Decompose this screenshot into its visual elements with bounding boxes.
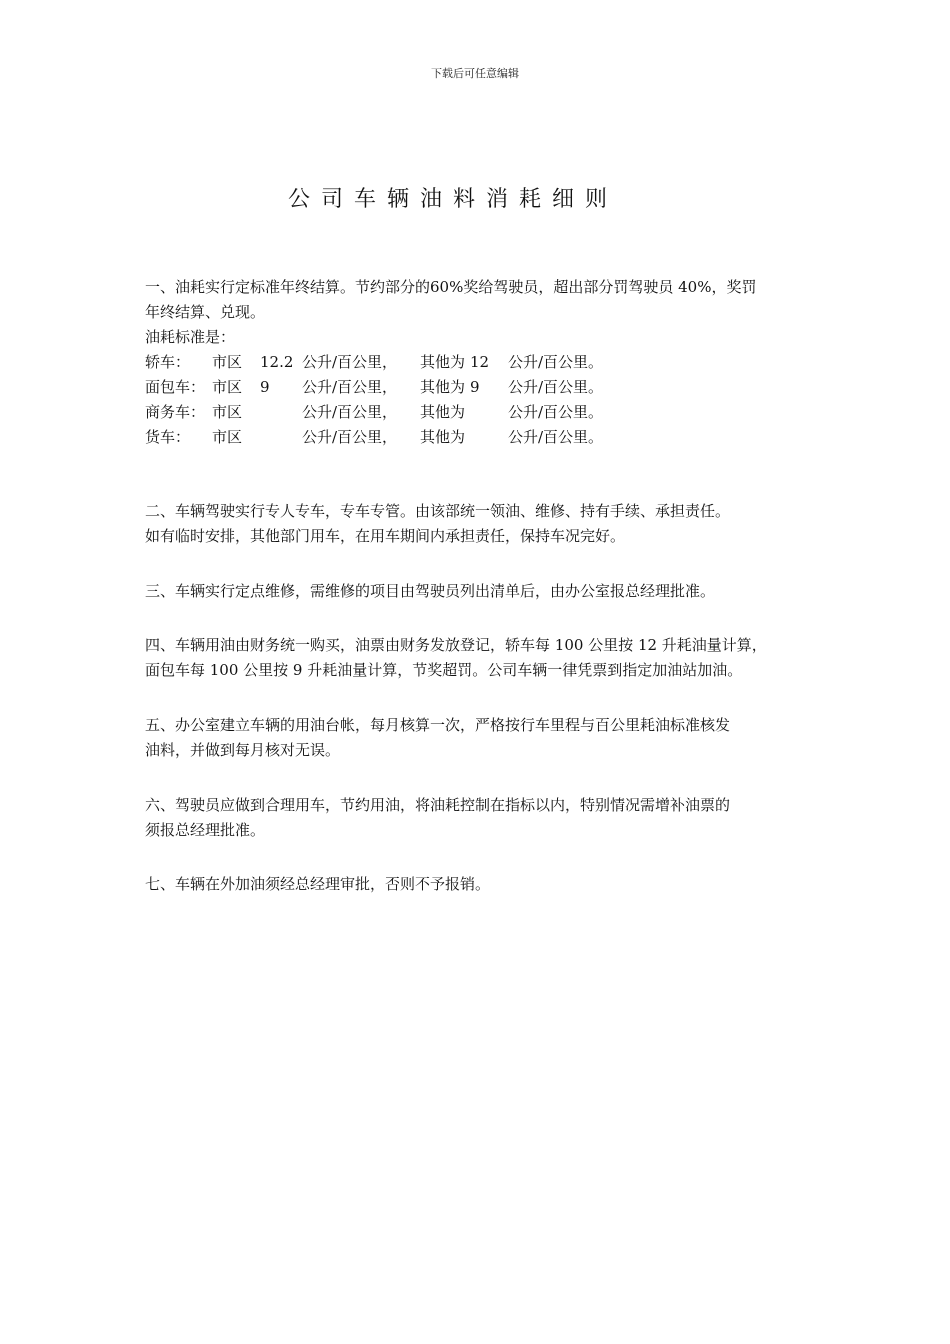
city-value: 12.2 xyxy=(260,353,294,371)
standard-row-sedan xyxy=(145,350,810,375)
section-5-line-2: 油料，并做到每月核对无误。 xyxy=(145,741,341,759)
city-value xyxy=(260,425,302,450)
section-7-line-1: 七、车辆在外加油须经总经理审批，否则不予报销。 xyxy=(145,875,491,893)
other-unit: 公升/百公里。 xyxy=(508,378,604,396)
section-1-line-2: 年终结算、兑现。 xyxy=(145,303,266,321)
standard-row-business xyxy=(145,400,810,425)
section-1-oil-standard xyxy=(145,275,810,450)
section-3-line-1: 三、车辆实行定点维修，需维修的项目由驾驶员列出清单后，由办公室报总经理批准。 xyxy=(145,582,716,600)
section-5-fuel-ledger xyxy=(145,713,810,763)
vehicle-type: 面包车： xyxy=(145,378,206,396)
city-unit: 公升/百公里， xyxy=(302,353,398,371)
section-3-maintenance xyxy=(145,579,810,604)
other-value: 9 xyxy=(470,378,480,396)
section-4-line-2: 面包车每 100 公里按 9 升耗油量计算，节奖超罚。公司车辆一律凭票到指定加油站加油。 xyxy=(145,661,743,679)
section-7-external-refuel xyxy=(145,872,810,897)
vehicle-type: 货车： xyxy=(145,428,191,446)
vehicle-type: 商务车： xyxy=(145,403,206,421)
city-unit: 公升/百公里， xyxy=(302,378,398,396)
city-value: 9 xyxy=(260,378,270,396)
section-2-dedicated-driver xyxy=(145,499,810,549)
other-value: 12 xyxy=(470,353,490,371)
city-label: 市区 xyxy=(212,378,243,396)
city-unit: 公升/百公里， xyxy=(302,428,398,446)
other-label: 其他为 xyxy=(420,353,466,371)
section-2-line-2: 如有临时安排，其他部门用车，在用车期间内承担责任，保持车况完好。 xyxy=(145,527,626,545)
other-unit: 公升/百公里。 xyxy=(508,353,604,371)
city-label: 市区 xyxy=(212,353,243,371)
section-4-fuel-purchase xyxy=(145,633,810,683)
city-label: 市区 xyxy=(212,403,243,421)
section-6-line-2: 须报总经理批准。 xyxy=(145,821,266,839)
standard-row-truck xyxy=(145,425,810,450)
city-value xyxy=(260,400,302,425)
document-title: 公司车辆油料消耗细则 xyxy=(288,187,619,212)
section-2-line-1: 二、车辆驾驶实行专人专车，专车专管。由该部统一领油、维修、持有手续、承担责任。 xyxy=(145,502,731,520)
other-label: 其他为 xyxy=(420,378,466,396)
other-label: 其他为 xyxy=(420,428,466,446)
other-unit: 公升/百公里。 xyxy=(508,428,604,446)
page-header-note: 下载后可任意编辑 xyxy=(431,67,519,80)
city-label: 市区 xyxy=(212,428,243,446)
section-4-line-1: 四、车辆用油由财务统一购买，油票由财务发放登记，轿车每 100 公里按 12 升耗油量计算， xyxy=(145,636,767,654)
city-unit: 公升/百公里， xyxy=(302,403,398,421)
other-label: 其他为 xyxy=(420,403,466,421)
section-5-line-1: 五、办公室建立车辆的用油台帐，每月核算一次，严格按行车里程与百公里耗油标准核发 xyxy=(145,716,731,734)
other-unit: 公升/百公里。 xyxy=(508,403,604,421)
section-1-line-1: 一、油耗实行定标准年终结算。节约部分的60%奖给驾驶员，超出部分罚驾驶员 40%，奖罚 xyxy=(145,278,757,296)
standards-label: 油耗标准是： xyxy=(145,328,236,346)
other-value xyxy=(470,425,508,450)
section-6-fuel-saving xyxy=(145,793,810,843)
standard-row-van xyxy=(145,375,810,400)
vehicle-type: 轿车： xyxy=(145,353,191,371)
other-value xyxy=(470,400,508,425)
section-6-line-1: 六、驾驶员应做到合理用车，节约用油，将油耗控制在指标以内，特别情况需增补油票的 xyxy=(145,796,731,814)
